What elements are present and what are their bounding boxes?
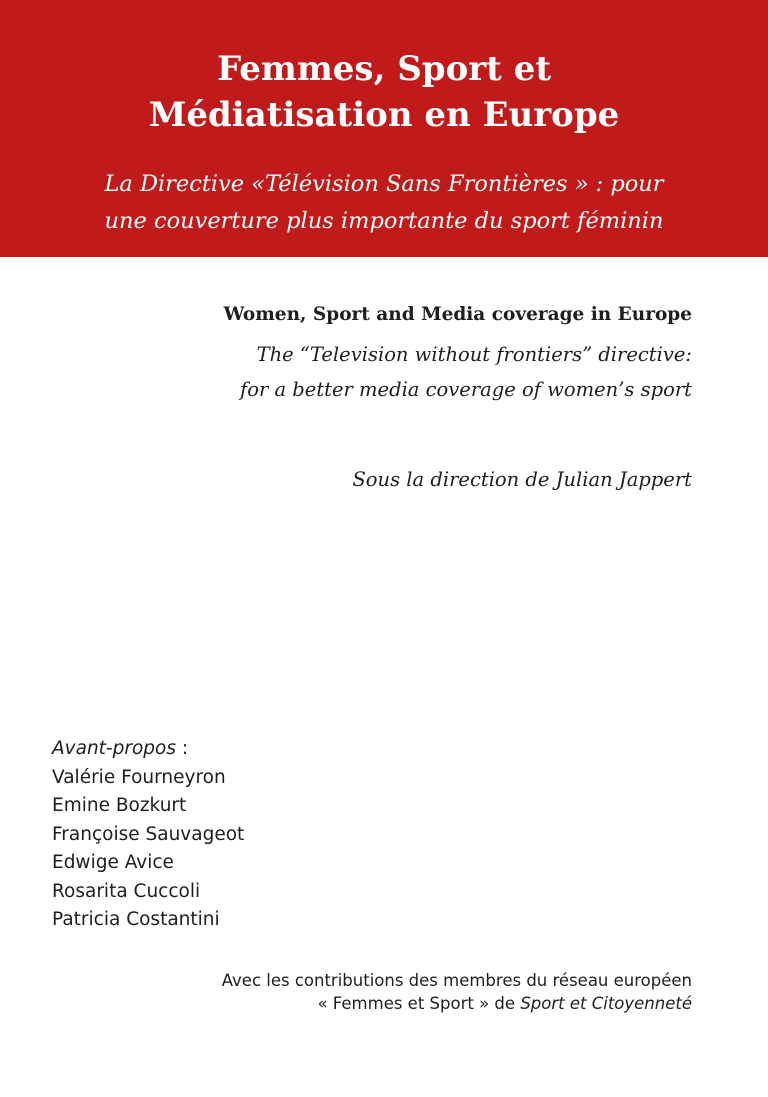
contributions-note [222, 969, 692, 1015]
main-title-line-1: Femmes, Sport et [216, 49, 552, 89]
foreword-authors-list [52, 764, 244, 935]
main-title-line-2: Médiatisation en Europe [148, 95, 620, 135]
forewords-heading [52, 735, 244, 764]
english-subtitle-line-2: for a better media coverage of women’s sport [240, 378, 692, 401]
english-subtitle-line-1: The “Television without frontiers” directive: [256, 343, 692, 366]
english-title: Women, Sport and Media coverage in Europe [223, 304, 692, 325]
forewords-section [52, 735, 244, 935]
french-subtitle-line-1: La Directive «Télévision Sans Frontières » : pour [104, 171, 664, 197]
contributions-line-2 [222, 992, 692, 1015]
contributions-line-1: Avec les contributions des membres du réseau européen [221, 971, 692, 990]
foreword-author: Edwige Avice [52, 852, 174, 873]
foreword-author: Valérie Fourneyron [52, 766, 226, 788]
title-banner [0, 0, 768, 257]
editor-credit: Sous la direction de Julian Jappert [352, 468, 692, 491]
foreword-author: Patricia Costantini [52, 909, 220, 930]
english-title-block [52, 300, 692, 407]
contributions-network: « Femmes et Sport » de [317, 994, 521, 1013]
french-subtitle-line-2: une couverture plus importante du sport féminin [104, 208, 664, 234]
french-subtitle [0, 166, 768, 240]
forewords-heading-label: Avant-propos [52, 738, 176, 759]
english-subtitle [52, 337, 692, 407]
foreword-author: Emine Bozkurt [52, 795, 187, 816]
contributions-organisation: Sport et Citoyenneté [520, 994, 692, 1013]
forewords-heading-colon: : [175, 738, 189, 759]
foreword-author: Françoise Sauvageot [52, 823, 245, 845]
foreword-author: Rosarita Cuccoli [52, 880, 201, 902]
main-title [0, 46, 768, 138]
